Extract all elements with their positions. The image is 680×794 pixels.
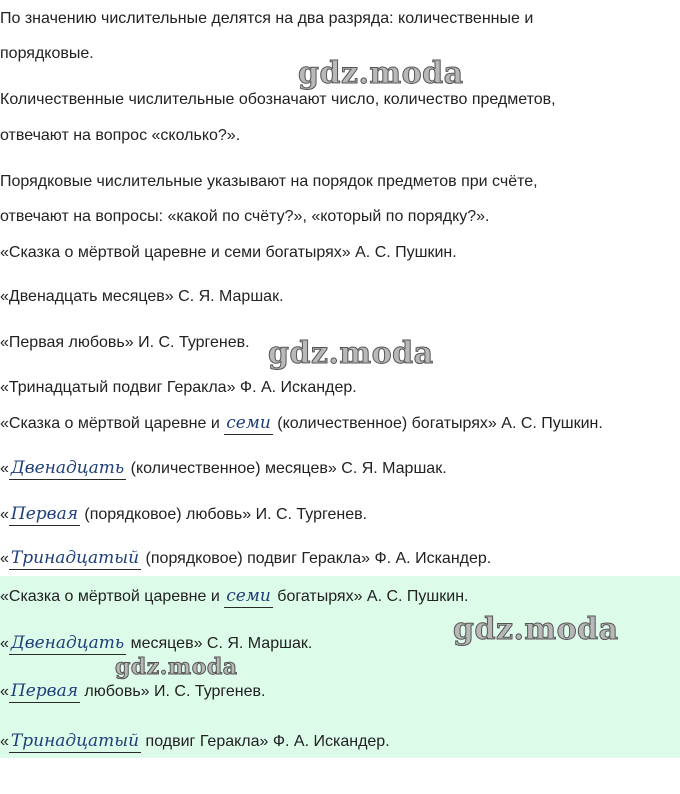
text-before: «Сказка о мёртвой царевне и	[0, 415, 225, 432]
title-line: «Тринадцатый подвиг Геракла» Ф. А. Искандер.	[0, 379, 357, 396]
answer-line	[0, 586, 468, 607]
text-after: (порядковое) любовь» И. С. Тургенев.	[79, 506, 368, 523]
annotated-line	[0, 458, 447, 479]
text-after: богатырях» А. С. Пушкин.	[272, 588, 469, 605]
paragraph-line: порядковые.	[0, 45, 94, 62]
answer-line	[0, 633, 312, 654]
text-after: любовь» И. С. Тургенев.	[79, 683, 266, 700]
annotated-line	[0, 413, 603, 434]
handwritten-numeral: семи	[226, 586, 271, 606]
paragraph-line: По значению числительные делятся на два разряда: количественные и	[0, 10, 534, 27]
text-before: «	[0, 635, 9, 652]
watermark-logo: gdz.moda	[115, 654, 238, 680]
text-after: (порядковое) подвиг Геракла» Ф. А. Искандер.	[141, 550, 492, 567]
watermark-logo: gdz.moda	[298, 56, 464, 91]
handwritten-numeral: Первая	[10, 681, 78, 701]
title-line: «Сказка о мёртвой царевне и семи богатырях» А. С. Пушкин.	[0, 244, 457, 261]
handwritten-numeral: семи	[226, 413, 271, 433]
text-after: месяцев» С. Я. Маршак.	[126, 635, 313, 652]
text-before: «	[0, 550, 9, 567]
handwritten-numeral: Тринадцатый	[10, 548, 140, 568]
text-before: «	[0, 733, 9, 750]
title-line: «Первая любовь» И. С. Тургенев.	[0, 334, 250, 351]
annotated-line	[0, 548, 491, 569]
text-before: «Сказка о мёртвой царевне и	[0, 588, 225, 605]
paragraph-line: Порядковые числительные указывают на порядок предметов при счёте,	[0, 173, 538, 190]
answer-line	[0, 731, 390, 752]
handwritten-numeral: Первая	[10, 504, 78, 524]
watermark-logo: gdz.moda	[453, 612, 619, 647]
annotated-line	[0, 504, 367, 525]
handwritten-numeral: Двенадцать	[10, 633, 125, 653]
title-line: «Двенадцать месяцев» С. Я. Маршак.	[0, 288, 284, 305]
paragraph-line: Количественные числительные обозначают число, количество предметов,	[0, 91, 556, 108]
text-after: подвиг Геракла» Ф. А. Искандер.	[141, 733, 390, 750]
paragraph-line: отвечают на вопросы: «какой по счёту?», «который по порядку?».	[0, 208, 490, 225]
handwritten-numeral: Тринадцатый	[10, 731, 140, 751]
text-before: «	[0, 460, 9, 477]
paragraph-line: отвечают на вопрос «сколько?».	[0, 127, 241, 144]
watermark-logo: gdz.moda	[268, 336, 434, 371]
text-before: «	[0, 506, 9, 523]
text-after: (количественное) богатырях» А. С. Пушкин.	[272, 415, 603, 432]
answer-line	[0, 681, 265, 702]
handwritten-numeral: Двенадцать	[10, 458, 125, 478]
text-after: (количественное) месяцев» С. Я. Маршак.	[126, 460, 447, 477]
text-before: «	[0, 683, 9, 700]
